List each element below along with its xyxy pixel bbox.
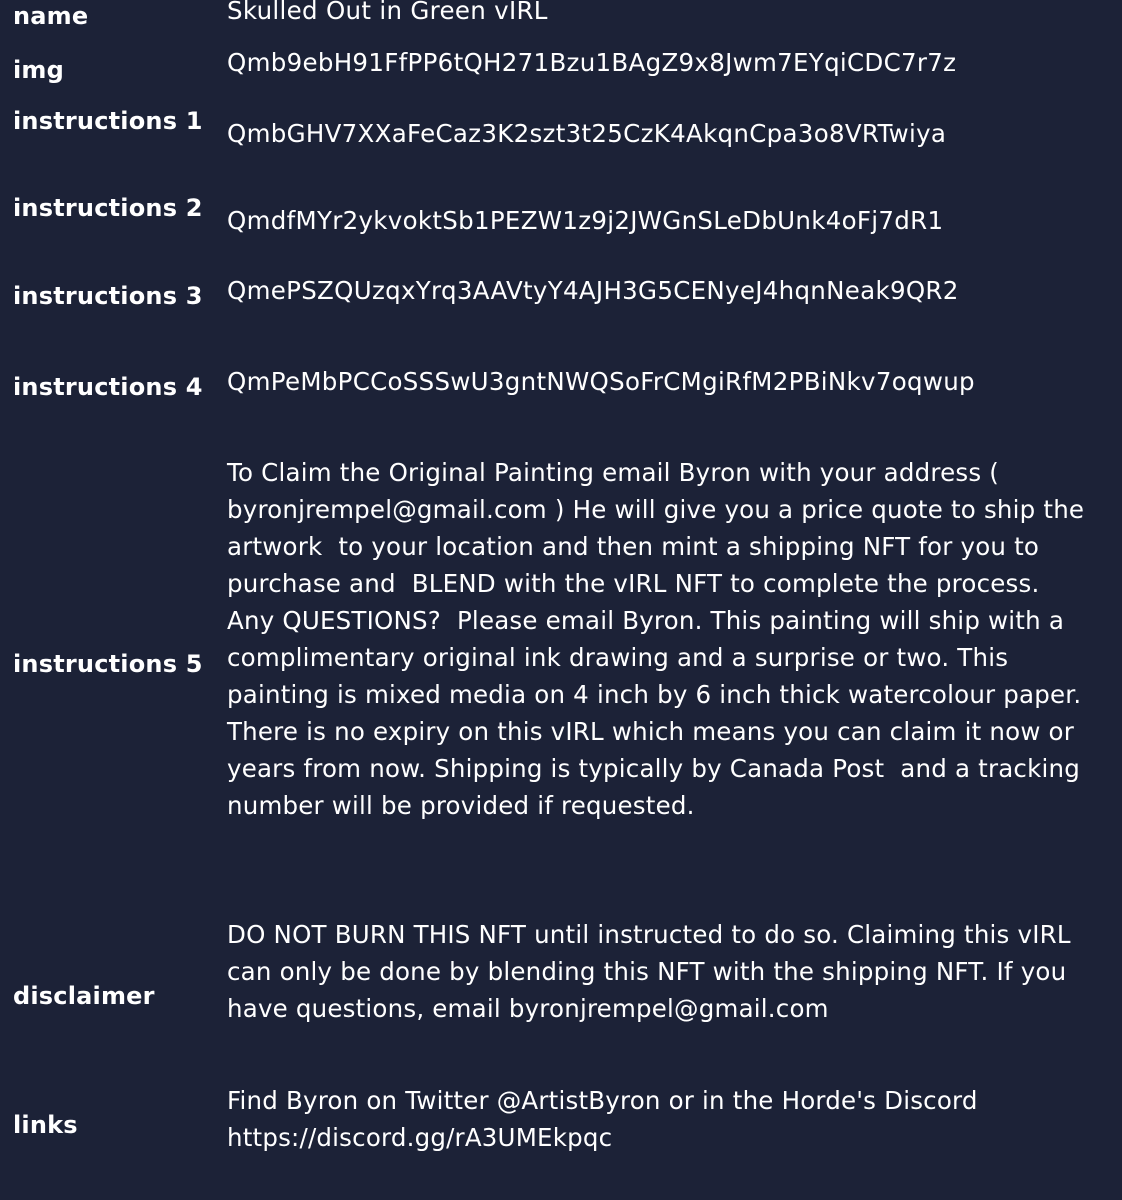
- value-instructions-5: To Claim the Original Painting email Byron with your address ( byronjrempel@gmail.com ) He will give you a price quote to ship the artwork to your location and then mint a shipping NFT for you to purchase and BLEND with the vIRL NFT to complete the process. Any QUESTIONS? Please email Byron. This painting will ship with a complimentary original ink drawing and a surprise or two. This painting is mixed media on 4 inch by 6 inch thick watercolour paper. There is no expiry on this vIRL which means you can claim it now or years from now. Shipping is typically by Canada Post and a tracking number will be provided if requested.: [227, 458, 1093, 820]
- value-instructions-4: QmPeMbPCCoSSSwU3gntNWQSoFrCMgiRfM2PBiNkv7oqwup: [227, 367, 975, 396]
- value-img: Qmb9ebH91FfPP6tQH271Bzu1BAgZ9x8Jwm7EYqiCDC7r7z: [227, 48, 957, 77]
- key-name: name: [13, 2, 89, 30]
- key-instructions-3: instructions 3: [13, 282, 203, 310]
- key-instructions-4: instructions 4: [13, 373, 203, 401]
- key-img: img: [13, 56, 65, 84]
- key-links: links: [13, 1111, 78, 1139]
- key-instructions-1: instructions 1: [13, 107, 203, 135]
- value-instructions-2: QmdfMYr2ykvoktSb1PEZW1z9j2JWGnSLeDbUnk4oFj7dR1: [227, 206, 944, 235]
- value-disclaimer: DO NOT BURN THIS NFT until instructed to do so. Claiming this vIRL can only be done by blending this NFT with the shipping NFT. If you have questions, email byronjrempel@gmail.com: [227, 920, 1079, 1023]
- value-instructions-3: QmePSZQUzqxYrq3AAVtyY4AJH3G5CENyeJ4hqnNeak9QR2: [227, 276, 959, 305]
- key-instructions-5: instructions 5: [13, 650, 203, 678]
- key-disclaimer: disclaimer: [13, 982, 155, 1010]
- value-instructions-1: QmbGHV7XXaFeCaz3K2szt3t25CzK4AkqnCpa3o8VRTwiya: [227, 119, 947, 148]
- key-instructions-2: instructions 2: [13, 194, 203, 222]
- value-name: Skulled Out in Green vIRL: [227, 0, 548, 25]
- value-links: Find Byron on Twitter @ArtistByron or in the Horde's Discord https://discord.gg/rA3UMEkpqc: [227, 1086, 986, 1152]
